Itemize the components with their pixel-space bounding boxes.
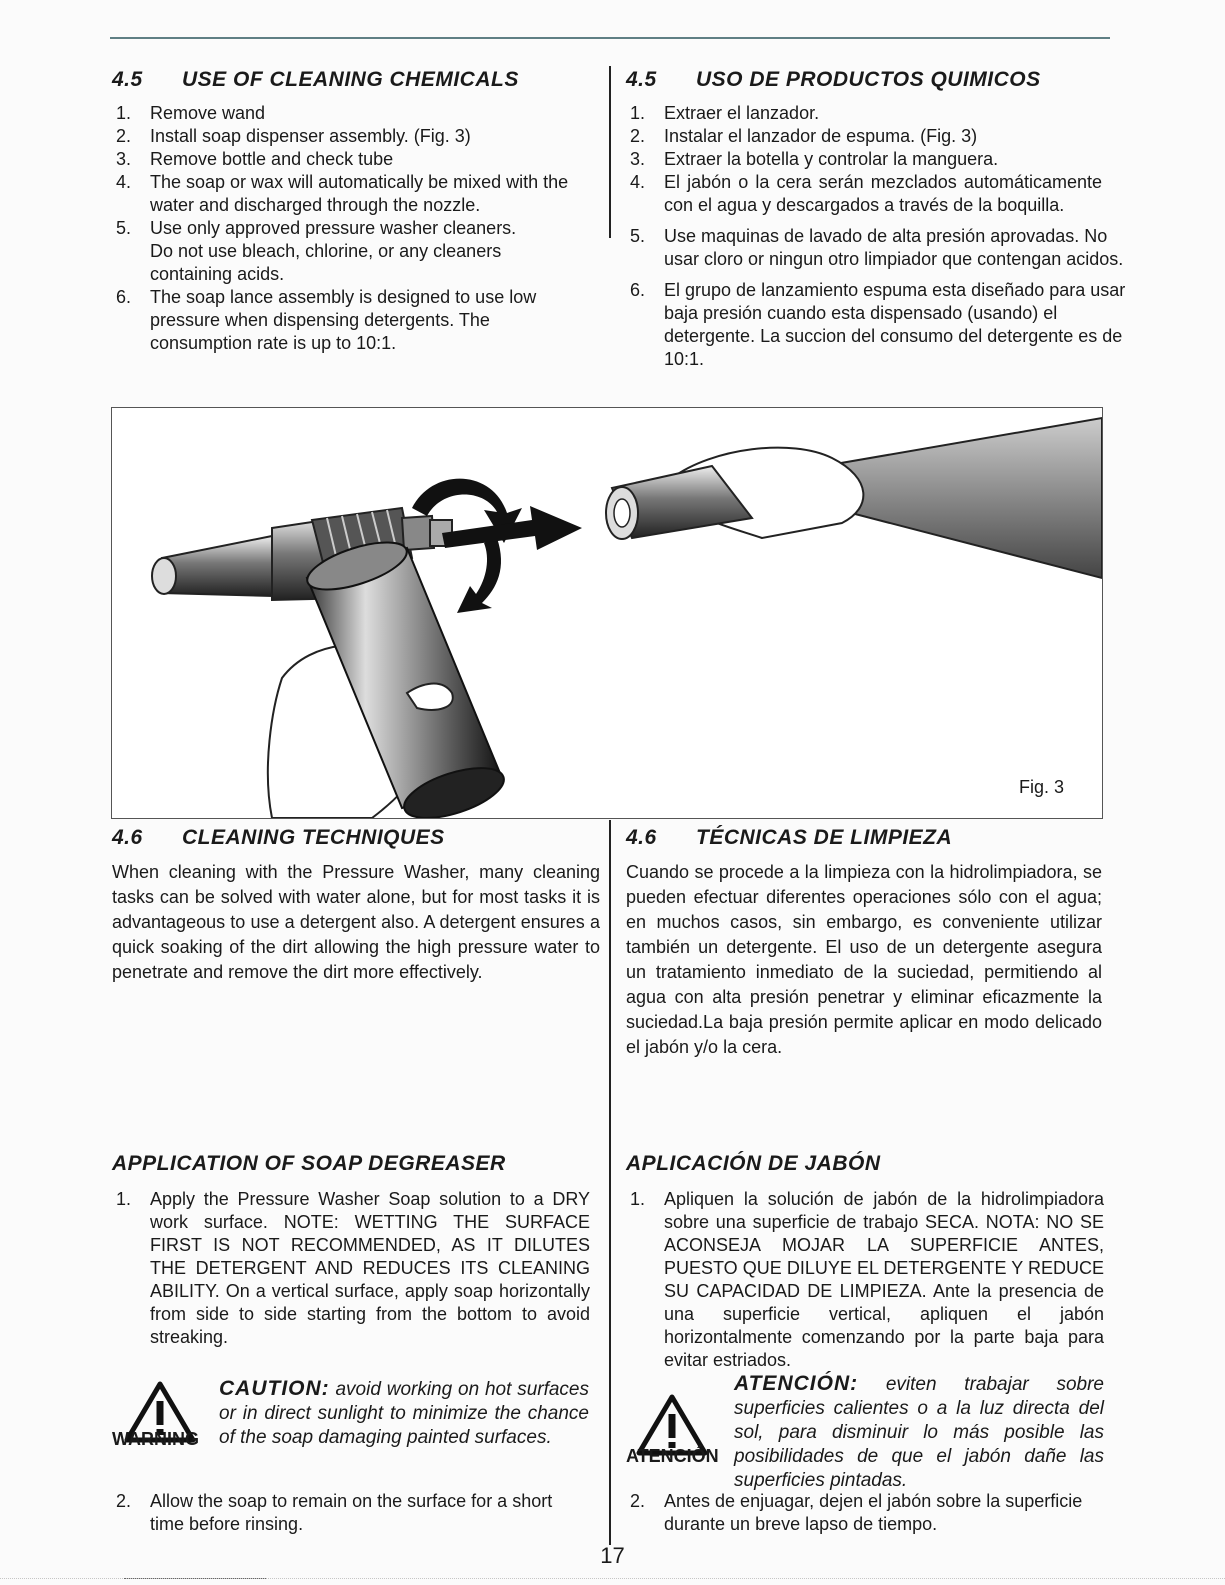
list-item — [112, 286, 592, 355]
list-item — [626, 171, 1136, 217]
es-application-section — [626, 1152, 1104, 1372]
item-number: 2. — [116, 126, 132, 146]
item-text: Extraer la botella y controlar la manguera. — [664, 149, 999, 169]
es-section-4-6 — [626, 826, 1102, 1060]
list-item — [112, 148, 592, 171]
item-text: Apply the Pressure Washer Soap solution to a DRY work surface. NOTE: WETTING THE SURFACE FIRST IS NOT RECOMMENDED, AS IT DILUTES THE DETERGENT AND REDUCES ITS CLEANING ABILITY. On a vertical surface, apply soap horizontally from side to side starting from the bottom to avoid streaking. — [150, 1189, 590, 1347]
list-item — [626, 125, 1136, 148]
list-item — [112, 125, 592, 148]
section-title: CLEANING TECHNIQUES — [182, 826, 445, 849]
item-text: Apliquen la solución de jabón de la hidrolimpiadora sobre una superficie de trabajo SECA. NOTA: NO SE ACONSEJA MOJAR LA SUPERFICIE ANTES, PUESTO QUE DILUYE EL DETERGENTE Y REDUCE SU CAPACIDAD DE LIMPIEZA. Ante la presencia de una superficie vertical, apliquen el jabón horizontalmente comenzando por la parte baja para evitar estriados. — [664, 1189, 1104, 1370]
item-text: Extraer el lanzador. — [664, 103, 820, 123]
item-number: 4. — [630, 172, 646, 192]
section-number: 4.5 — [626, 68, 657, 91]
list-item — [112, 217, 592, 286]
figure-3 — [111, 407, 1103, 819]
item-text: The soap lance assembly is designed to use low pressure when dispensing detergents. The consumption rate is up to 10:1. — [150, 287, 537, 353]
item-text: Use maquinas de lavado de alta presión aprovadas. No usar cloro or ningun otro limpiador que contengan acidos. — [664, 226, 1124, 269]
soap-dispenser-illustration — [112, 408, 1102, 818]
item-number: 3. — [630, 149, 646, 169]
item-text: Use only approved pressure washer cleaners. Do not use bleach, chlorine, or any cleaners containing acids. — [150, 218, 517, 284]
section-title: APLICACIÓN DE JABÓN — [626, 1152, 881, 1175]
caution-label: ATENCIÓN: — [734, 1372, 859, 1395]
column-divider — [609, 820, 611, 1545]
item-number: 3. — [116, 149, 132, 169]
en-section-4-6 — [112, 826, 600, 985]
list-item — [626, 1188, 1104, 1372]
page-number: 17 — [600, 1543, 625, 1568]
list-item — [112, 1188, 590, 1349]
list-item — [626, 148, 1136, 171]
warning-label: ATENCIÓN — [626, 1446, 719, 1466]
item-text: Install soap dispenser assembly. (Fig. 3) — [150, 126, 471, 146]
warning-label: WARNING — [112, 1429, 199, 1449]
caution-text — [734, 1372, 1104, 1493]
en-section-4-5 — [112, 68, 592, 355]
figure-caption: Fig. 3 — [1018, 777, 1064, 797]
instruction-list — [626, 102, 1136, 371]
item-text: Allow the soap to remain on the surface for a short time before rinsing. — [150, 1491, 553, 1534]
item-text: Remove wand — [150, 103, 266, 123]
list-item — [626, 225, 1136, 271]
item-number: 2. — [630, 126, 646, 146]
footer-dotted-rule — [0, 1578, 1225, 1579]
instruction-list — [626, 1490, 1104, 1536]
section-number: 4.6 — [112, 826, 143, 849]
item-text: The soap or wax will automatically be mixed with the water and discharged through the nozzle. — [150, 172, 569, 215]
en-caution-block — [112, 1375, 592, 1485]
section-heading — [626, 68, 1136, 92]
item-number: 5. — [116, 218, 132, 238]
item-number: 1. — [116, 1189, 132, 1209]
item-number: 1. — [630, 103, 646, 123]
item-text: Instalar el lanzador de espuma. (Fig. 3) — [664, 126, 978, 146]
en-application-step-2 — [112, 1490, 590, 1536]
es-section-4-5 — [626, 68, 1136, 371]
item-text: El jabón o la cera serán mezclados automáticamente con el agua y descargados a través de la boquilla. — [664, 172, 1102, 215]
instruction-list — [112, 1188, 590, 1349]
item-number: 5. — [630, 226, 646, 246]
item-number: 1. — [630, 1189, 646, 1209]
section-heading — [112, 826, 600, 850]
instruction-list — [112, 102, 592, 355]
section-body: When cleaning with the Pressure Washer, many cleaning tasks can be solved with water alone, but for most tasks it is advantageous to use a detergent also. A detergent ensures a quick soaking of the dirt allowing the high pressure water to penetrate and remove the dirt more effectively. — [112, 862, 600, 982]
item-text: Antes de enjuagar, dejen el jabón sobre la superficie durante un breve lapso de tiempo. — [664, 1491, 1083, 1534]
item-number: 6. — [630, 280, 646, 300]
list-item — [112, 102, 592, 125]
en-application-section — [112, 1152, 590, 1349]
caution-text — [219, 1377, 589, 1450]
top-rule — [110, 37, 1110, 39]
section-number: 4.6 — [626, 826, 657, 849]
caution-message: avoid working on hot surfaces or in direct sunlight to minimize the chance of the soap damaging painted surfaces. — [219, 1379, 589, 1448]
list-item — [626, 1490, 1104, 1536]
instruction-list — [112, 1490, 590, 1536]
section-title: TÉCNICAS DE LIMPIEZA — [696, 826, 953, 849]
section-title: USE OF CLEANING CHEMICALS — [182, 68, 519, 91]
item-number: 4. — [116, 172, 132, 192]
list-item — [112, 171, 592, 217]
item-number: 6. — [116, 287, 132, 307]
section-heading — [626, 826, 1102, 850]
item-text: El grupo de lanzamiento espuma esta diseñado para usar baja presión cuando esta dispensado (usando) el detergente. La succion del consumo del detergente es de 10:1. — [664, 280, 1126, 369]
section-title: USO DE PRODUCTOS QUIMICOS — [696, 68, 1041, 91]
list-item — [626, 102, 1136, 125]
item-text: Remove bottle and check tube — [150, 149, 394, 169]
item-number: 1. — [116, 103, 132, 123]
section-number: 4.5 — [112, 68, 143, 91]
column-divider — [609, 66, 611, 238]
list-item — [112, 1490, 590, 1536]
section-body: Cuando se procede a la limpieza con la hidrolimpiadora, se pueden efectuar diferentes operaciones sólo con el agua; en muchos casos, sin embargo, es conveniente utilizar también un detergente. El uso de un detergente asegura un tratamiento inmediato de la suciedad, permitiendo al agua con alta presión penetrar y eliminar eficazmente la suciedad.La baja presión permite aplicar en modo delicado el jabón y/o la cera. — [626, 862, 1102, 1057]
es-application-step-2 — [626, 1490, 1104, 1536]
item-number: 2. — [630, 1491, 646, 1511]
section-title: APPLICATION OF SOAP DEGREASER — [112, 1152, 506, 1175]
es-caution-block — [626, 1372, 1106, 1491]
caution-label: CAUTION: — [219, 1377, 330, 1400]
section-heading — [112, 68, 592, 92]
list-item — [626, 279, 1136, 371]
instruction-list — [626, 1188, 1104, 1372]
item-number: 2. — [116, 1491, 132, 1511]
caution-message: eviten trabajar sobre superficies calientes o a la luz directa del sol, para disminuir lo más posible las posibilidades de que el jabón dañe las superficies pintadas. — [734, 1374, 1104, 1491]
